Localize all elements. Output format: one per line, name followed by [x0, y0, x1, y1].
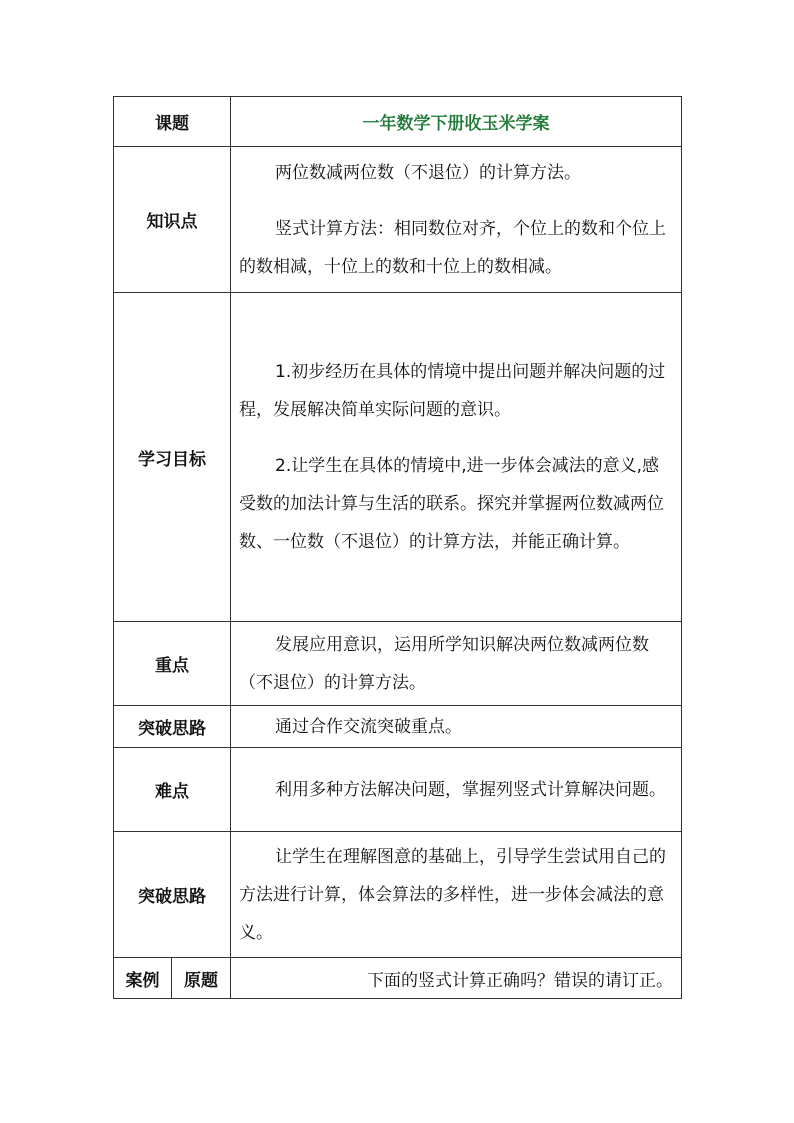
goals-content	[231, 293, 682, 622]
breakthrough-1-paragraph: 通过合作交流突破重点。	[275, 716, 462, 737]
difficulty-paragraph: 利用多种方法解决问题，掌握列竖式计算解决问题。	[275, 779, 666, 800]
row-goals	[114, 293, 682, 622]
breakthrough-2-label: 突破思路	[114, 832, 231, 958]
difficulty-label: 难点	[114, 748, 231, 832]
breakthrough-1-content	[231, 706, 682, 748]
breakthrough-1-label: 突破思路	[114, 706, 231, 748]
key-point-label: 重点	[114, 622, 231, 706]
row-difficulty	[114, 748, 682, 832]
goals-paragraph: 2.让学生在具体的情境中,进一步体会减法的意义,感受数的加法计算与生活的联系。探究并掌握两位数减两位数、一位数（不退位）的计算方法，并能正确计算。	[239, 456, 664, 552]
case-sub-label: 原题	[172, 958, 231, 999]
case-label: 案例	[114, 958, 172, 999]
goals-paragraph: 1.初步经历在具体的情境中提出问题并解决问题的过程，发展解决简单实际问题的意识。	[239, 362, 666, 420]
row-knowledge	[114, 147, 682, 293]
row-key-point	[114, 622, 682, 706]
lesson-plan-table	[113, 96, 682, 999]
row-title	[114, 97, 682, 147]
difficulty-content	[231, 748, 682, 832]
knowledge-content	[231, 147, 682, 293]
row-breakthrough-1	[114, 706, 682, 748]
lesson-title: 一年数学下册收玉米学案	[231, 97, 682, 147]
title-label: 课题	[114, 97, 231, 147]
breakthrough-2-paragraph: 让学生在理解图意的基础上，引导学生尝试用自己的方法进行计算，体会算法的多样性，进一步体会减法的意义。	[239, 846, 666, 943]
key-point-paragraph: 发展应用意识，运用所学知识解决两位数减两位数（不退位）的计算方法。	[239, 634, 649, 693]
row-case	[114, 958, 682, 999]
knowledge-paragraph: 竖式计算方法：相同数位对齐，个位上的数和个位上的数相减，十位上的数和十位上的数相减。	[239, 218, 666, 277]
knowledge-label: 知识点	[114, 147, 231, 293]
knowledge-paragraph: 两位数减两位数（不退位）的计算方法。	[275, 162, 581, 183]
case-question: 下面的竖式计算正确吗？错误的请订正。	[231, 958, 682, 999]
key-point-content	[231, 622, 682, 706]
goals-label: 学习目标	[114, 293, 231, 622]
breakthrough-2-content	[231, 832, 682, 958]
row-breakthrough-2	[114, 832, 682, 958]
